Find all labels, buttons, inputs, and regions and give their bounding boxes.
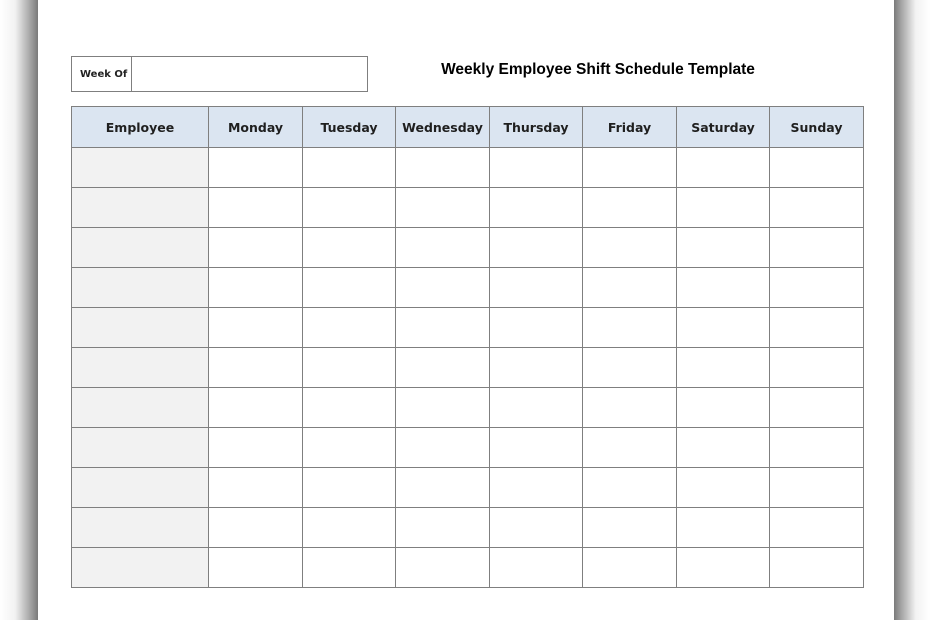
- employee-name-cell[interactable]: [72, 188, 209, 228]
- shift-cell-monday[interactable]: [209, 228, 303, 268]
- employee-name-cell[interactable]: [72, 348, 209, 388]
- shift-cell-saturday[interactable]: [677, 428, 770, 468]
- column-header-wednesday: Wednesday: [396, 107, 490, 148]
- shift-cell-monday[interactable]: [209, 348, 303, 388]
- shift-cell-thursday[interactable]: [490, 148, 583, 188]
- table-row: [72, 348, 864, 388]
- shift-cell-thursday[interactable]: [490, 268, 583, 308]
- shift-cell-saturday[interactable]: [677, 148, 770, 188]
- shift-cell-friday[interactable]: [583, 308, 677, 348]
- shift-cell-sunday[interactable]: [770, 388, 864, 428]
- shift-cell-wednesday[interactable]: [396, 388, 490, 428]
- shift-cell-tuesday[interactable]: [303, 548, 396, 588]
- employee-name-cell[interactable]: [72, 308, 209, 348]
- table-row: [72, 148, 864, 188]
- table-row: [72, 188, 864, 228]
- employee-name-cell[interactable]: [72, 268, 209, 308]
- shift-cell-saturday[interactable]: [677, 268, 770, 308]
- shift-cell-tuesday[interactable]: [303, 428, 396, 468]
- shift-cell-thursday[interactable]: [490, 468, 583, 508]
- shift-cell-saturday[interactable]: [677, 388, 770, 428]
- shift-cell-saturday[interactable]: [677, 348, 770, 388]
- shift-cell-friday[interactable]: [583, 188, 677, 228]
- shift-cell-thursday[interactable]: [490, 348, 583, 388]
- shift-cell-wednesday[interactable]: [396, 548, 490, 588]
- shift-cell-monday[interactable]: [209, 428, 303, 468]
- shift-cell-thursday[interactable]: [490, 388, 583, 428]
- shift-cell-monday[interactable]: [209, 188, 303, 228]
- shift-cell-saturday[interactable]: [677, 228, 770, 268]
- employee-name-cell[interactable]: [72, 148, 209, 188]
- table-row: [72, 388, 864, 428]
- document-title: Weekly Employee Shift Schedule Template: [441, 61, 755, 78]
- table-row: [72, 508, 864, 548]
- shift-cell-wednesday[interactable]: [396, 308, 490, 348]
- shift-cell-wednesday[interactable]: [396, 268, 490, 308]
- shift-cell-sunday[interactable]: [770, 308, 864, 348]
- shift-cell-sunday[interactable]: [770, 188, 864, 228]
- shift-cell-friday[interactable]: [583, 468, 677, 508]
- shift-cell-friday[interactable]: [583, 228, 677, 268]
- column-header-employee: Employee: [72, 107, 209, 148]
- shift-cell-friday[interactable]: [583, 148, 677, 188]
- shift-cell-wednesday[interactable]: [396, 348, 490, 388]
- shift-cell-wednesday[interactable]: [396, 428, 490, 468]
- shift-cell-monday[interactable]: [209, 308, 303, 348]
- week-of-label: Week Of: [72, 57, 132, 91]
- page-shadow-left: [0, 0, 38, 620]
- shift-cell-tuesday[interactable]: [303, 388, 396, 428]
- table-row: [72, 428, 864, 468]
- shift-cell-monday[interactable]: [209, 508, 303, 548]
- employee-name-cell[interactable]: [72, 388, 209, 428]
- shift-cell-thursday[interactable]: [490, 188, 583, 228]
- page-shadow-right: [894, 0, 930, 620]
- employee-name-cell[interactable]: [72, 228, 209, 268]
- column-header-friday: Friday: [583, 107, 677, 148]
- shift-cell-thursday[interactable]: [490, 428, 583, 468]
- schedule-body: [72, 148, 864, 588]
- shift-cell-friday[interactable]: [583, 268, 677, 308]
- shift-cell-tuesday[interactable]: [303, 268, 396, 308]
- shift-cell-sunday[interactable]: [770, 348, 864, 388]
- shift-cell-tuesday[interactable]: [303, 468, 396, 508]
- shift-cell-tuesday[interactable]: [303, 508, 396, 548]
- shift-cell-tuesday[interactable]: [303, 348, 396, 388]
- employee-name-cell[interactable]: [72, 428, 209, 468]
- shift-cell-friday[interactable]: [583, 388, 677, 428]
- employee-name-cell[interactable]: [72, 508, 209, 548]
- shift-schedule-table: [71, 106, 864, 588]
- column-header-tuesday: Tuesday: [303, 107, 396, 148]
- shift-cell-wednesday[interactable]: [396, 468, 490, 508]
- shift-cell-monday[interactable]: [209, 148, 303, 188]
- column-header-thursday: Thursday: [490, 107, 583, 148]
- shift-cell-saturday[interactable]: [677, 188, 770, 228]
- column-header-sunday: Sunday: [770, 107, 864, 148]
- shift-cell-sunday[interactable]: [770, 428, 864, 468]
- employee-name-cell[interactable]: [72, 468, 209, 508]
- shift-cell-thursday[interactable]: [490, 228, 583, 268]
- table-row: [72, 268, 864, 308]
- shift-cell-monday[interactable]: [209, 268, 303, 308]
- shift-cell-monday[interactable]: [209, 548, 303, 588]
- shift-cell-sunday[interactable]: [770, 268, 864, 308]
- shift-cell-sunday[interactable]: [770, 148, 864, 188]
- employee-name-cell[interactable]: [72, 548, 209, 588]
- shift-cell-saturday[interactable]: [677, 548, 770, 588]
- shift-cell-saturday[interactable]: [677, 308, 770, 348]
- shift-cell-sunday[interactable]: [770, 228, 864, 268]
- table-row: [72, 548, 864, 588]
- shift-cell-thursday[interactable]: [490, 548, 583, 588]
- shift-cell-monday[interactable]: [209, 468, 303, 508]
- shift-cell-thursday[interactable]: [490, 508, 583, 548]
- shift-cell-sunday[interactable]: [770, 508, 864, 548]
- table-row: [72, 228, 864, 268]
- shift-cell-friday[interactable]: [583, 348, 677, 388]
- header-row: [72, 107, 864, 148]
- shift-cell-sunday[interactable]: [770, 468, 864, 508]
- shift-cell-wednesday[interactable]: [396, 188, 490, 228]
- shift-cell-friday[interactable]: [583, 508, 677, 548]
- shift-cell-wednesday[interactable]: [396, 148, 490, 188]
- table-row: [72, 468, 864, 508]
- table-row: [72, 308, 864, 348]
- shift-cell-sunday[interactable]: [770, 548, 864, 588]
- week-of-input[interactable]: [132, 57, 367, 91]
- shift-cell-tuesday[interactable]: [303, 308, 396, 348]
- week-of-field[interactable]: [71, 56, 368, 92]
- shift-cell-tuesday[interactable]: [303, 228, 396, 268]
- shift-cell-friday[interactable]: [583, 548, 677, 588]
- shift-cell-wednesday[interactable]: [396, 508, 490, 548]
- column-header-saturday: Saturday: [677, 107, 770, 148]
- shift-cell-saturday[interactable]: [677, 508, 770, 548]
- shift-cell-saturday[interactable]: [677, 468, 770, 508]
- shift-cell-tuesday[interactable]: [303, 188, 396, 228]
- shift-cell-friday[interactable]: [583, 428, 677, 468]
- shift-cell-wednesday[interactable]: [396, 228, 490, 268]
- shift-cell-thursday[interactable]: [490, 308, 583, 348]
- shift-cell-monday[interactable]: [209, 388, 303, 428]
- column-header-monday: Monday: [209, 107, 303, 148]
- shift-cell-tuesday[interactable]: [303, 148, 396, 188]
